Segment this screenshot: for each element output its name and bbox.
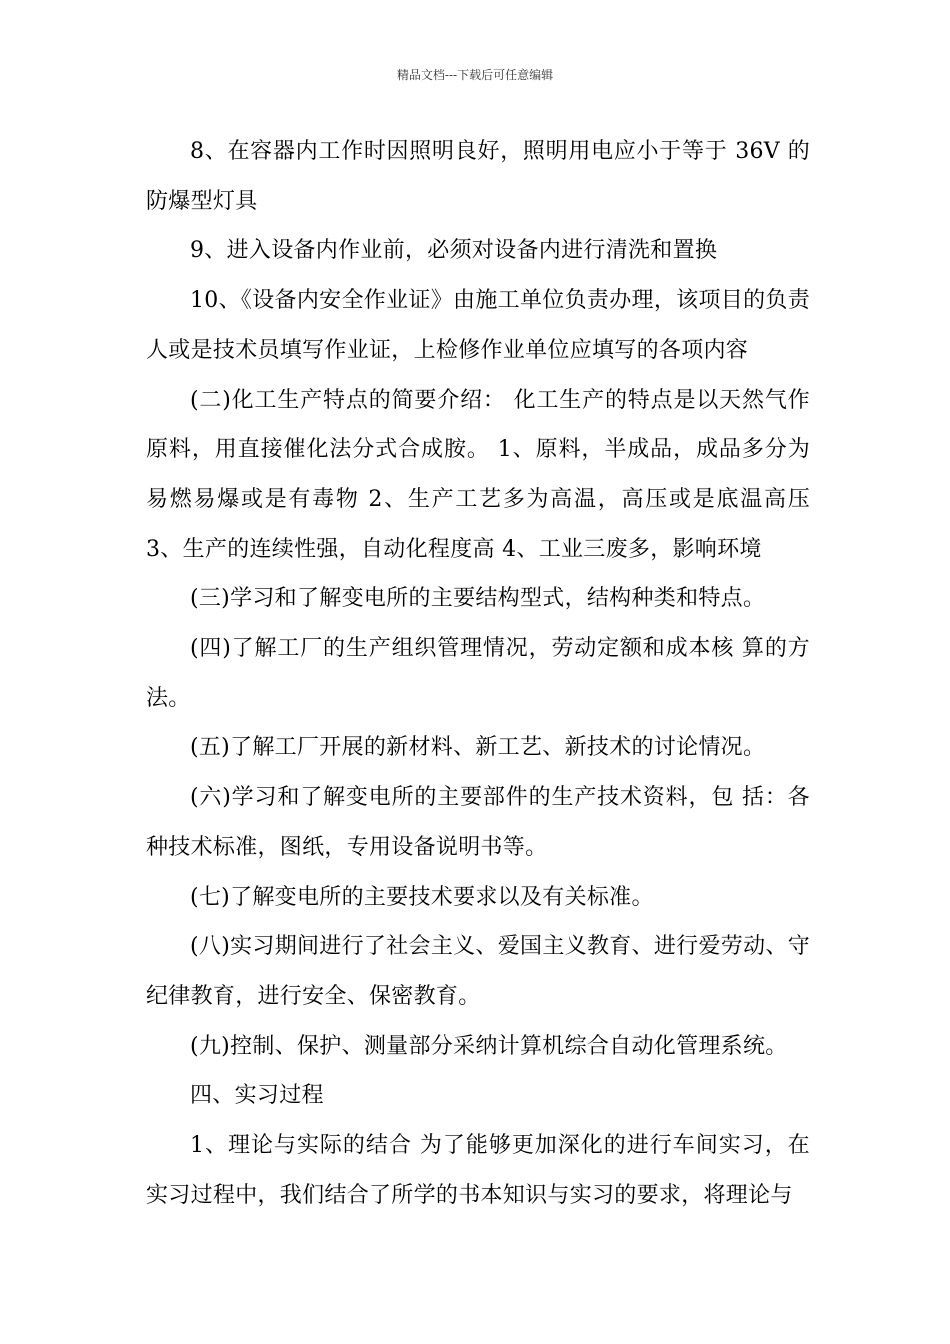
paragraph-section-2: (二)化工生产特点的简要介绍： 化工生产的特点是以天然气作原料，用直接催化法分式合成胺。 1、原料，半成品，成品多分为易燃易爆或是有毒物 2、生产工艺多为高温，高压或是底温高压 3、生产的连续性强，自动化程度高 4、工业三废多，影响环境 [146,387,810,562]
page-header: 精品文档---下载后可任意编辑 [396,68,554,82]
paragraph-section-8: (八)实习期间进行了社会主义、爱国主义教育、进行爱劳动、守纪律教育，进行安全、保密教育。 [146,934,810,1009]
section-heading-4: 四、实习过程 [190,1083,324,1109]
paragraph-item-9: 9、进入设备内作业前，必须对设备内进行清洗和置换 [190,238,718,264]
paragraph-item-10: 10、《设备内安全作业证》由施工单位负责办理，该项目的负责人或是技术员填写作业证，上检修作业单位应填写的各项内容 [146,288,810,363]
paragraph-item-8: 8、在容器内工作时因照明良好，照明用电应小于等于 36V 的防爆型灯具 [146,139,810,214]
paragraph-process-1: 1、理论与实际的结合 为了能够更加深化的进行车间实习，在实习过程中，我们结合了所学的书本知识与实习的要求，将理论与 [146,1133,810,1208]
document-body [146,127,810,1220]
paragraph-section-6: (六)学习和了解变电所的主要部件的生产技术资料，包 括：各种技术标准，图纸，专用设备说明书等。 [146,785,810,860]
paragraph-section-4: (四)了解工厂的生产组织管理情况，劳动定额和成本核 算的方法。 [146,636,810,711]
paragraph-section-3: (三)学习和了解变电所的主要结构型式，结构种类和特点。 [190,586,766,612]
paragraph-section-9: (九)控制、保护、测量部分采纳计算机综合自动化管理系统。 [190,1033,788,1059]
paragraph-section-7: (七)了解变电所的主要技术要求以及有关标准。 [190,884,654,910]
paragraph-section-5: (五)了解工厂开展的新材料、新工艺、新技术的讨论情况。 [190,735,766,761]
